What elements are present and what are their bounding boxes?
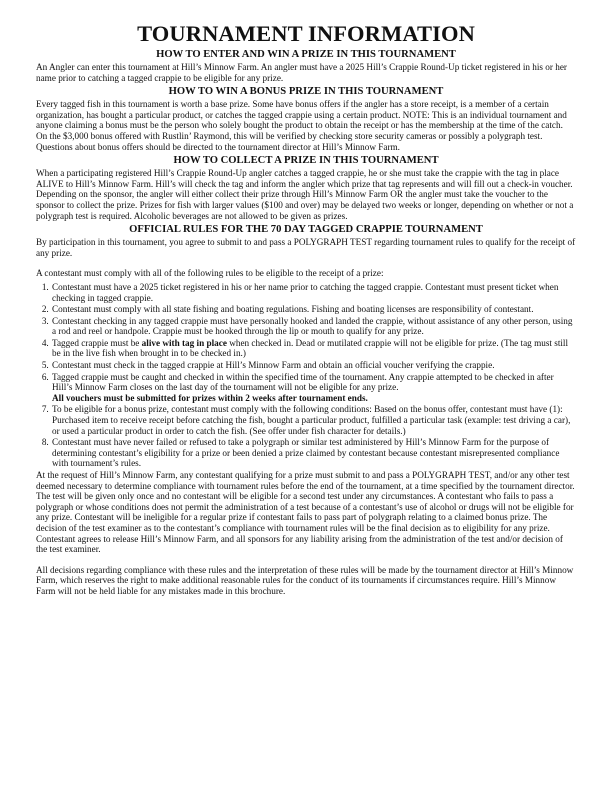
rule-item-6 (51, 372, 576, 404)
enter-heading: HOW TO ENTER AND WIN A PRIZE IN THIS TOURNAMENT (156, 49, 456, 60)
rule-item-4-post: when checked in. Dead or mutilated crappie will not be eligible for prize. (The tag must still be in the live fish when brought in to be checked in.) (52, 337, 569, 359)
collect-heading: HOW TO COLLECT A PRIZE IN THIS TOURNAMENT (173, 155, 439, 167)
enter-body: An Angler can enter this tournament at Hill’s Minnow Farm. An angler must have a 2025 Hill’s Crappie Round-Up ticket registered in his or her name prior to catching a tagged crappie to be eligible for any prize. (36, 62, 567, 83)
rule-item-1: 1. Contestant must have a 2025 ticket registered in his or her name prior to catching the tagged crappie. Contestant must present ticket when checking in tagged crappie. (51, 282, 576, 303)
rules-heading: OFFICIAL RULES FOR THE 70 DAY TAGGED CRAPPIE TOURNAMENT (129, 224, 483, 236)
rule-item-8: 8. Contestant must have never failed or refused to take a polygraph or similar test administered by Hill’s Minnow Farm for the purpose of determining contestant’s eligibility for a prize or been denied a prize claimed by contestant because contestant misrepresented compliance with tournament’s rules. (51, 437, 576, 469)
rule-item-4-pre: Tagged crappie must be (52, 337, 142, 348)
bonus-body: Every tagged fish in this tournament is worth a base prize. Some have bonus offers if the angler has a store receipt, is a member of a certain organization, has bought a particular product, or catches the tagged crappie using a certain product. NOTE: This is an individual tournament and anyone claiming a bonus must be the person who solely bought the product to obtain the receipt or has the membership at the time of the catch. On the $3,000 bonus offered with Rustlin’ Raymond, this will be verified by checking store security cameras or possibly a polygraph test. Questions about bonus offers should be directed to the tournament director at Hill’s Minnow Farm. (36, 99, 567, 152)
final-paragraph: All decisions regarding compliance with these rules and the interpretation of these rules will be made by the tournament director at Hill’s Minnow Farm, which reserves the right to make additional reasonable rules for the conduct of its tournaments if circumstances require. Hill’s Minnow Farm will not be held liable for any mistakes made in this brochure. (36, 564, 574, 596)
polygraph-paragraph: At the request of Hill’s Minnow Farm, any contestant qualifying for a prize must submit to and pass a POLYGRAPH TEST, and/or any other test deemed necessary to determine compliance with tournament rules before the end of the tournament, at a time specified by the tournament director. The test will be given only once and no contestant will be eligible for a second test under any circumstances. A contestant who fails to pass a polygraph or whose conditions does not permit the administration of a test because of a contestant’s use of alcohol or drugs will not be eligible for any prize. Contestant will be ineligible for a regular prize if contestant fails to pass part of polygraph relating to a claimed bonus prize. The decision of the test examiner as to the contestant’s compliance with tournament rules will be the final decision as to eligibility for any prize. Contestant agrees to release Hill’s Minnow Farm, and all sponsors for any liability arising from the administration of the test and/or decision of the test examiner. (36, 470, 575, 555)
rule-item-7: 7. To be eligible for a bonus prize, contestant must comply with the following conditions: Based on the bonus offer, contestant must have (1): Purchased item to receive receipt before catching the fish, bought a particular product, fulfilled a particular task (example: test driving a car), or used a particular product in order to catch the fish. (See offer under fish character for details.) (51, 404, 576, 436)
rule-item-3: 3. Contestant checking in any tagged crappie must have personally hooked and landed the crappie, without assistance of any other person, using a rod and reel or handpole. Crappie must be hooked through the lip or mouth to qualify for any prize. (51, 316, 576, 337)
rule-item-4-bold: alive with tag in place (141, 337, 227, 348)
rules-comply-statement: A contestant must comply with all of the following rules to be eligible to the receipt of a prize: (36, 268, 384, 279)
rule-item-4 (51, 338, 576, 359)
rule-item-2: 2. Contestant must comply with all state fishing and boating regulations. Fishing and boating licenses are responsibility of contestant. (51, 304, 576, 315)
rules-list (36, 282, 576, 469)
bonus-heading: HOW TO WIN A BONUS PRIZE IN THIS TOURNAMENT (168, 86, 444, 98)
rule-item-6-text: Tagged crappie must be caught and checked in within the specified time of the tournament. Any crappie attempted to be checked in after Hill’s Minnow Farm closes on the last day of the tournament will not be eligible for any prize. (52, 371, 554, 393)
rule-item-6-bold-line: All vouchers must be submitted for prizes within 2 weeks after tournament ends. (52, 392, 368, 403)
rules-intro: By participation in this tournament, you agree to submit to and pass a POLYGRAPH TEST regarding tournament rules to qualify for the receipt of any prize. (36, 237, 576, 258)
rule-item-5: 5. Contestant must check in the tagged crappie at Hill’s Minnow Farm and obtain an official voucher verifying the crappie. (51, 360, 576, 371)
collect-body: When a participating registered Hill’s Crappie Round-Up angler catches a tagged crappie, he or she must take the crappie with the tag in place ALIVE to Hill’s Minnow Farm. Hill’s will check the tag and inform the angler which prize that tag represents and will fill out a check-in voucher. Depending on the sponsor, the angler will either collect their prize through Hill’s Minnow Farm OR the angler must take the voucher to the sponsor to collect the prize. Prizes for fish with larger values ($100 and over) may be delayed two weeks or longer, depending on whether or not a polygraph test is required. Alcoholic beverages are not allowed to be given as prizes. (36, 168, 574, 221)
page-title: TOURNAMENT INFORMATION (137, 21, 475, 46)
